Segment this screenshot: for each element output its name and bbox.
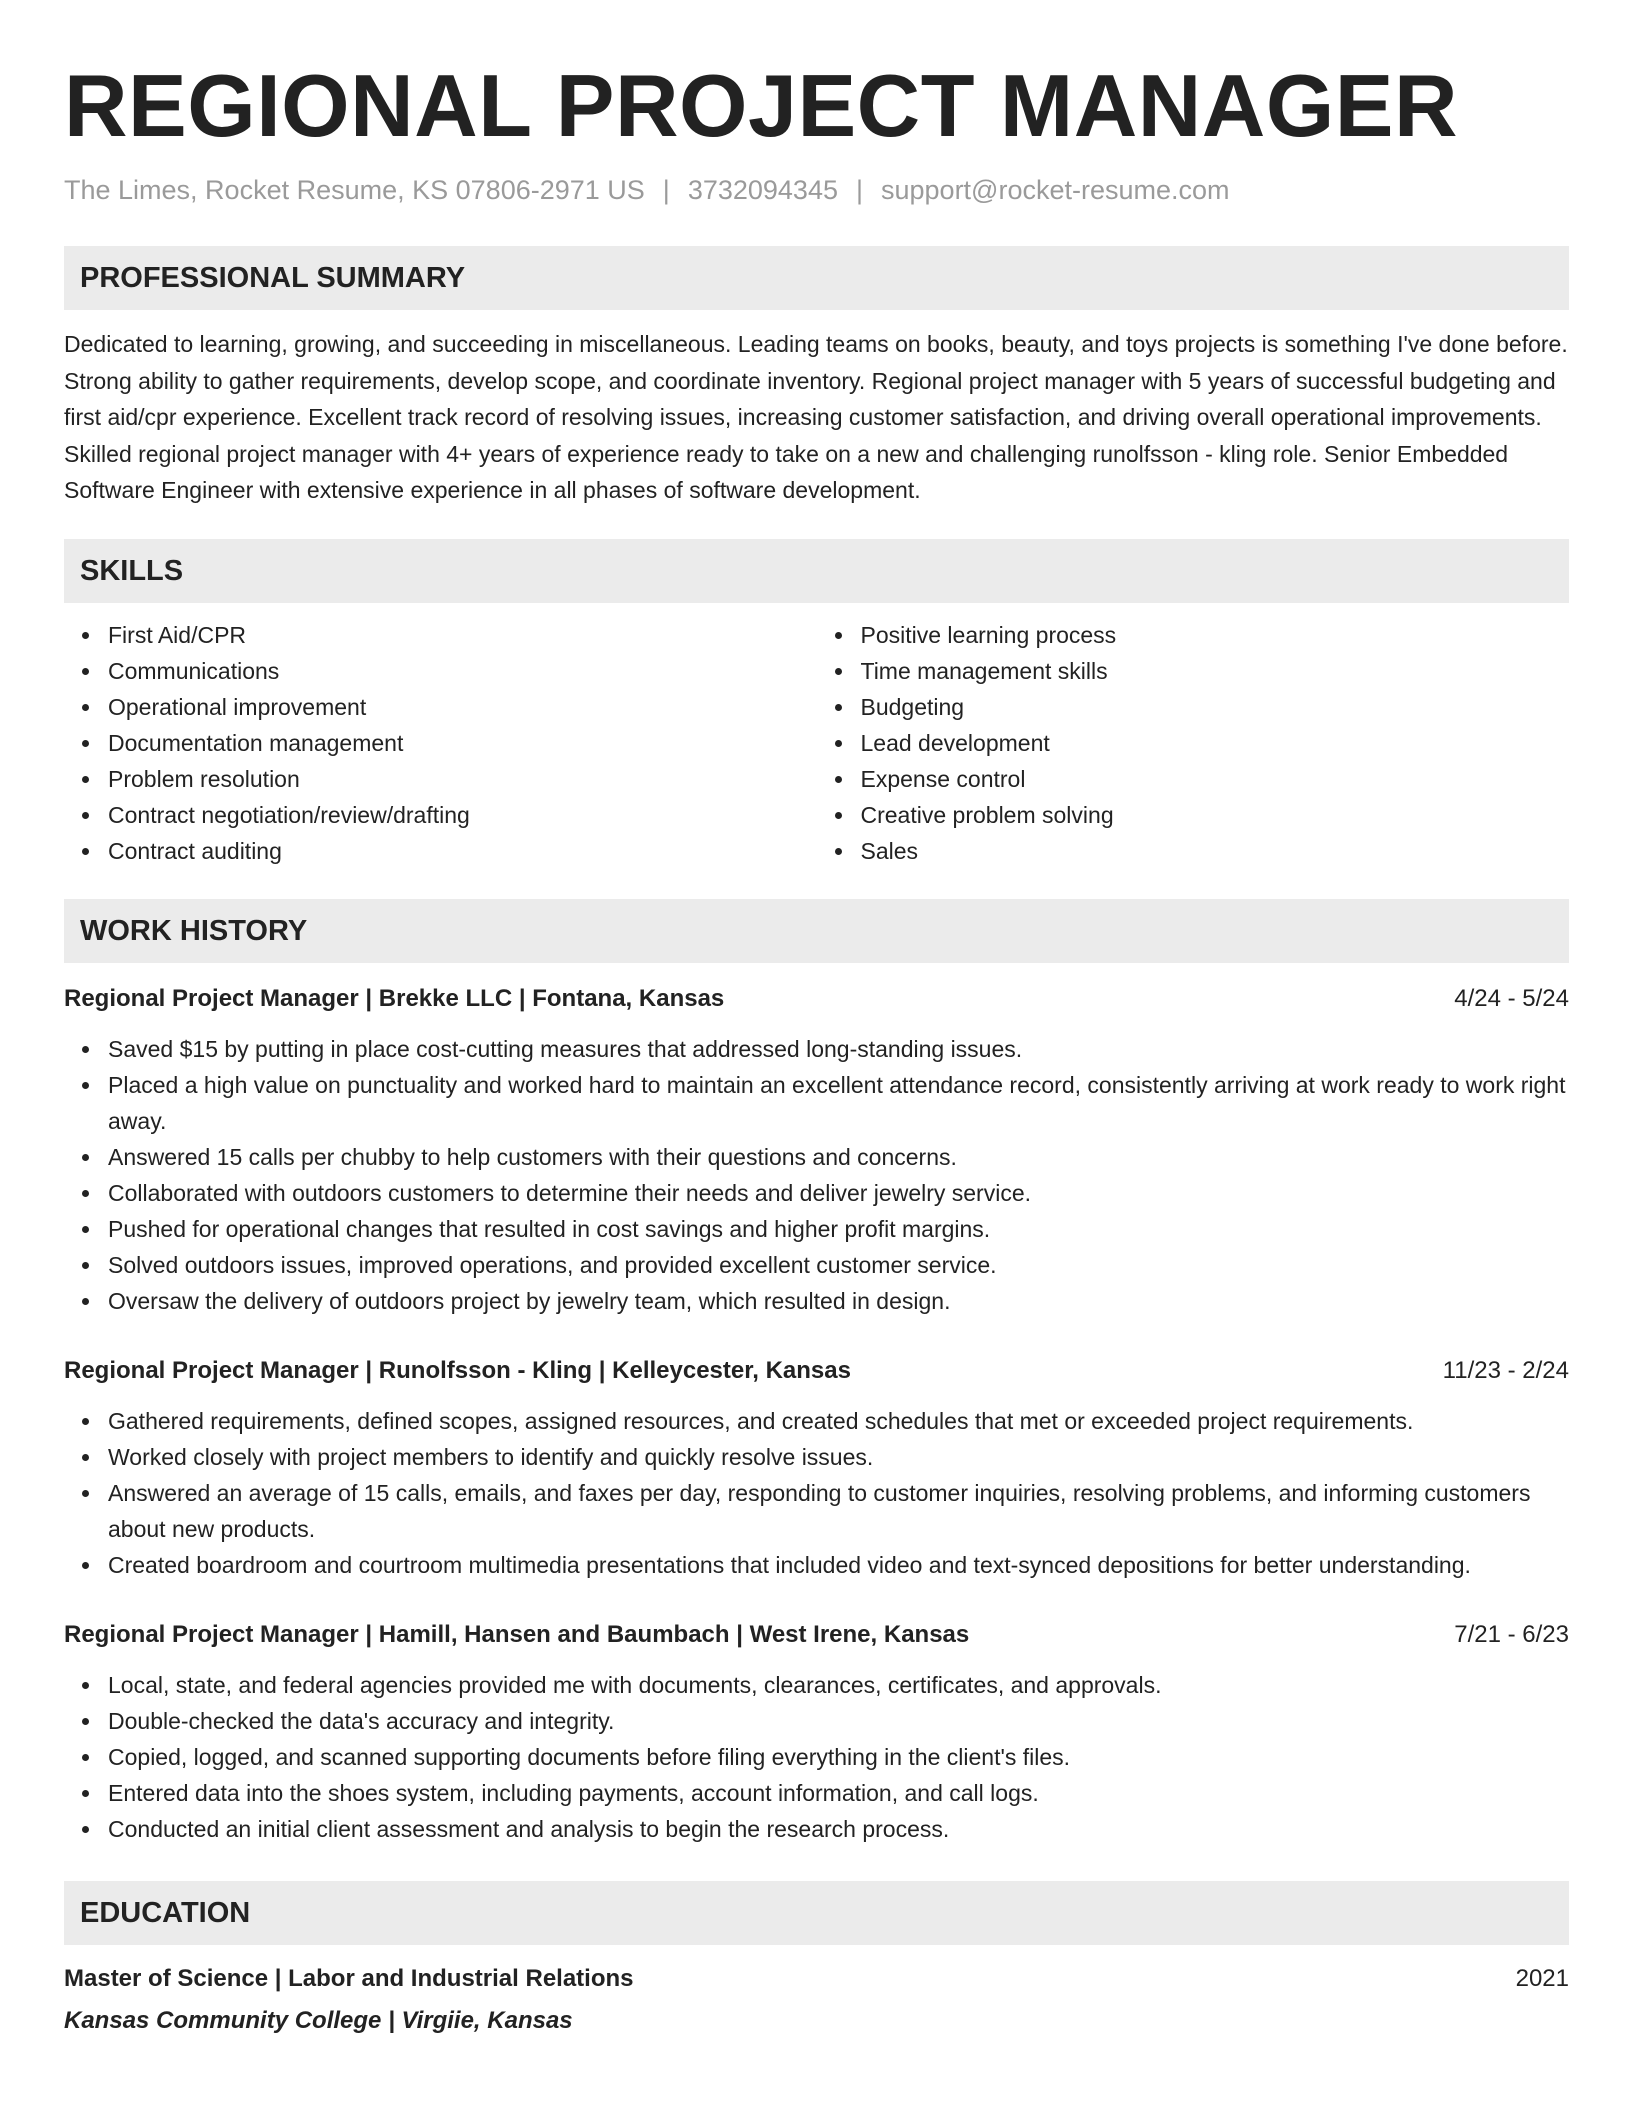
job-bullet: Saved $15 by putting in place cost-cutting measures that addressed long-standing issues. <box>108 1031 1569 1067</box>
skill-item: First Aid/CPR <box>108 617 817 653</box>
summary-paragraph: Dedicated to learning, growing, and succeeding in miscellaneous. Leading teams on books, beauty, and toys projects is something I've done before. Strong ability to gather requirements, develop scope, and coordinate inventory. Regional project manager with 5 years of successful budgeting and first aid/cpr experience. Excellent track record of resolving issues, increasing customer satisfaction, and driving overall operational improvements. Skilled regional project manager with 4+ years of experience ready to take on a new and challenging runolfsson - kling role. Senior Embedded Software Engineer with extensive experience in all phases of software development. <box>64 331 1568 503</box>
job-heading <box>64 1619 1569 1651</box>
job-dates: 7/21 - 6/23 <box>1454 1620 1569 1648</box>
education-degree: Master of Science | Labor and Industrial Relations <box>64 1964 634 1992</box>
job-bullet: Local, state, and federal agencies provided me with documents, clearances, certificates, and approvals. <box>108 1667 1569 1703</box>
job-bullet: Worked closely with project members to identify and quickly resolve issues. <box>108 1439 1569 1475</box>
job-bullet: Placed a high value on punctuality and worked hard to maintain an excellent attendance record, consistently arriving at work ready to work right away. <box>108 1067 1569 1139</box>
job-bullet: Double-checked the data's accuracy and integrity. <box>108 1703 1569 1739</box>
skill-item: Time management skills <box>861 653 1570 689</box>
education-heading <box>64 1963 1569 1995</box>
education-year: 2021 <box>1515 1964 1569 1992</box>
resume-page <box>64 0 1569 2037</box>
job-bullet: Copied, logged, and scanned supporting documents before filing everything in the client's files. <box>108 1739 1569 1775</box>
job-bullet-list <box>64 1031 1569 1319</box>
skill-item: Sales <box>861 833 1570 869</box>
job-bullet: Answered an average of 15 calls, emails, and faxes per day, responding to customer inquiries, resolving problems, and informing customers about new products. <box>108 1475 1569 1547</box>
contact-phone: 3732094345 <box>687 175 838 205</box>
job-bullet-list <box>64 1403 1569 1583</box>
skill-item: Budgeting <box>861 689 1570 725</box>
job-bullet: Pushed for operational changes that resulted in cost savings and higher profit margins. <box>108 1211 1569 1247</box>
section-header-skills: SKILLS <box>64 539 1569 603</box>
job-bullet-list <box>64 1667 1569 1847</box>
section-header-professional-summary: PROFESSIONAL SUMMARY <box>64 246 1569 310</box>
skill-item: Positive learning process <box>861 617 1570 653</box>
section-header-work-history: WORK HISTORY <box>64 899 1569 963</box>
skill-item: Problem resolution <box>108 761 817 797</box>
skill-item: Expense control <box>861 761 1570 797</box>
job-bullet: Collaborated with outdoors customers to determine their needs and deliver jewelry service. <box>108 1175 1569 1211</box>
education-school: Kansas Community College | Virgiie, Kansas <box>64 2006 573 2034</box>
contact-address: The Limes, Rocket Resume, KS 07806-2971 US <box>64 175 645 205</box>
skills-list-right <box>817 617 1570 869</box>
contact-separator: | <box>855 175 863 205</box>
job-heading <box>64 983 1569 1015</box>
skill-item: Communications <box>108 653 817 689</box>
job-bullet: Gathered requirements, defined scopes, assigned resources, and created schedules that met or exceeded project requirements. <box>108 1403 1569 1439</box>
skill-item: Operational improvement <box>108 689 817 725</box>
work-history-list <box>64 983 1569 1847</box>
job-title: Regional Project Manager | Runolfsson - Kling | Kelleycester, Kansas <box>64 1356 851 1384</box>
job-title: Regional Project Manager | Hamill, Hansen and Baumbach | West Irene, Kansas <box>64 1620 970 1648</box>
contact-email: support@rocket-resume.com <box>881 175 1230 205</box>
job-entry <box>64 1355 1569 1583</box>
job-heading <box>64 1355 1569 1387</box>
job-title: Regional Project Manager | Brekke LLC | Fontana, Kansas <box>64 984 725 1012</box>
job-bullet: Solved outdoors issues, improved operations, and provided excellent customer service. <box>108 1247 1569 1283</box>
resume-name-heading: REGIONAL PROJECT MANAGER <box>64 56 1459 155</box>
skill-item: Contract negotiation/review/drafting <box>108 797 817 833</box>
job-bullet: Entered data into the shoes system, including payments, account information, and call logs. <box>108 1775 1569 1811</box>
skill-item: Contract auditing <box>108 833 817 869</box>
education-list <box>64 1963 1569 2037</box>
education-entry <box>64 1963 1569 2037</box>
job-bullet: Conducted an initial client assessment and analysis to begin the research process. <box>108 1811 1569 1847</box>
section-header-education: EDUCATION <box>64 1881 1569 1945</box>
job-bullet: Created boardroom and courtroom multimedia presentations that included video and text-synced depositions for better understanding. <box>108 1547 1569 1583</box>
skill-item: Creative problem solving <box>861 797 1570 833</box>
job-bullet: Oversaw the delivery of outdoors project by jewelry team, which resulted in design. <box>108 1283 1569 1319</box>
job-entry <box>64 983 1569 1319</box>
skill-item: Documentation management <box>108 725 817 761</box>
contact-separator: | <box>662 175 670 205</box>
contact-line <box>64 174 1569 206</box>
skill-item: Lead development <box>861 725 1570 761</box>
skills-grid <box>64 617 1569 869</box>
job-bullet: Answered 15 calls per chubby to help customers with their questions and concerns. <box>108 1139 1569 1175</box>
job-entry <box>64 1619 1569 1847</box>
skills-list-left <box>64 617 817 869</box>
job-dates: 4/24 - 5/24 <box>1454 984 1569 1012</box>
job-dates: 11/23 - 2/24 <box>1442 1356 1569 1384</box>
